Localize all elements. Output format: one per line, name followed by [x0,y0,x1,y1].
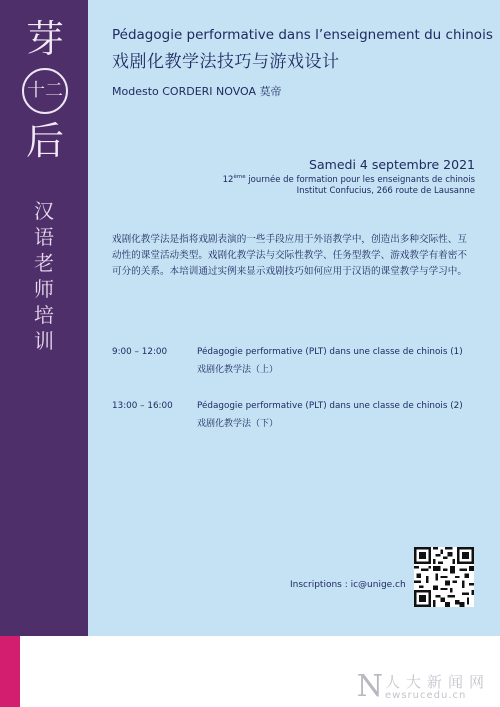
vertical-subtitle-char: 老 [34,251,54,275]
vertical-subtitle-char: 语 [34,225,54,249]
schedule-title-fr: Pédagogie performative (PLT) dans une classe de chinois (2) [197,401,463,411]
inscription-contact: Inscriptions : ic@unige.ch [290,580,406,590]
watermark-url: ewsrucedu.cn [384,690,467,701]
title-french: Pédagogie performative dans l’enseignement du chinois [112,27,493,43]
day-number: 12 [222,174,234,185]
event-day-line [223,174,475,185]
title-chinese: 戏剧化教学法技巧与游戏设计 [112,52,340,72]
schedule-time: 9:00 – 12:00 [112,347,168,357]
schedule-title-fr: Pédagogie performative (PLT) dans une classe de chinois (1) [197,347,463,357]
author-name: Modesto CORDERI NOVOA 莫帝 [112,85,282,98]
schedule-time: 13:00 – 16:00 [112,401,173,411]
watermark-text [385,674,490,702]
vertical-subtitle-char: 汉 [34,199,54,223]
day-text: journée de formation pour les enseignants de chinois [245,174,475,185]
logo-char-bottom: 后 [25,119,64,163]
watermark-letter: N [356,669,383,704]
logo-char-top: 芽 [25,17,64,61]
day-suffix: ème [233,174,246,180]
vertical-subtitle [28,198,60,354]
event-date: Samedi 4 septembre 2021 [309,157,475,172]
schedule-title-zh: 戏剧化教学法（下） [197,419,279,429]
qr-code-icon [414,547,474,607]
vertical-subtitle-char: 训 [34,329,54,353]
pink-accent-bar [0,636,20,707]
schedule-title-zh: 戏剧化教学法（上） [197,365,279,375]
vertical-subtitle-char: 师 [34,277,54,301]
logo-circle-number: 十二 [22,68,68,114]
event-place: Institut Confucius, 266 route de Lausanne [296,186,475,196]
vertical-logo-title [20,18,70,162]
vertical-subtitle-char: 培 [34,303,54,327]
watermark-chinese: 人大新闻网 [384,673,490,691]
description-paragraph: 戏剧化教学法是指将戏剧表演的一些手段应用于外语教学中，创造出多种交际性、互动性的课堂活动类型。戏剧化教学法与交际性教学、任务型教学、游戏教学有着密不可分的关系。本培训通过实例来显示戏剧技巧如何应用于汉语的课堂教学与学习中。 [112,234,467,277]
watermark [356,669,490,704]
